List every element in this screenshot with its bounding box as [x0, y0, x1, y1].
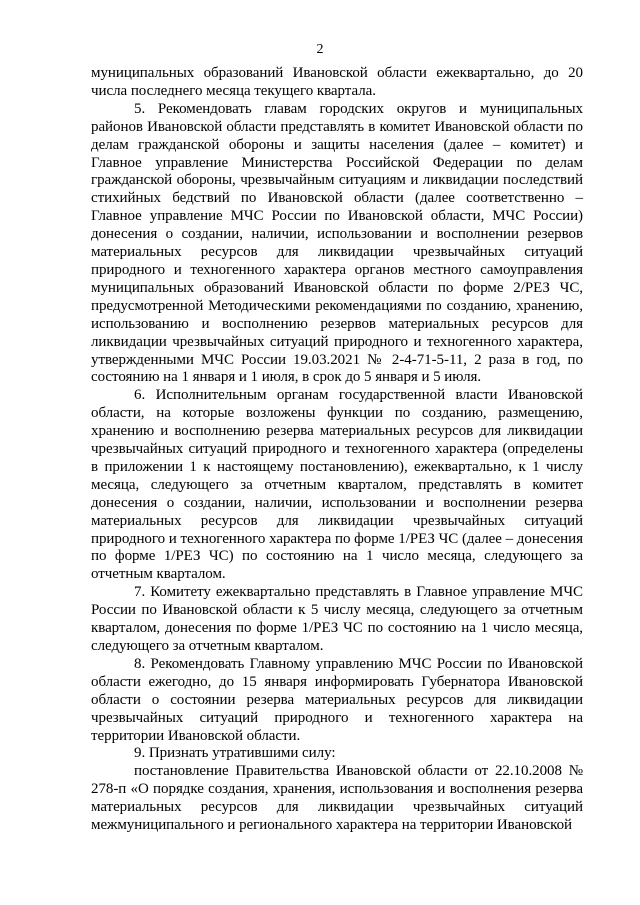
paragraph-repealed-decree: постановление Правительства Ивановской области от 22.10.2008 № 278-п «О порядке создания, хранения, использования и восполнения резерва материальных ресурсов для ликвидации чрезвычайных ситуаций межмуниципального и регионального характера на территории Ивановской — [91, 763, 583, 834]
document-body — [91, 65, 583, 834]
paragraph-item-9: 9. Признать утратившими силу: — [134, 745, 336, 762]
paragraph-item-7: 7. Комитету ежеквартально представлять в Главное управление МЧС России по Ивановской области к 5 числу месяца, следующего за отчетным кварталом, донесения по форме 1/РЕЗ ЧС по состоянию на 1 число месяца, следующего за отчетным кварталом. — [91, 584, 583, 654]
paragraph-item-6: 6. Исполнительным органам государственной власти Ивановской области, на которые возложены функции по созданию, размещению, хранению и восполнению резерва материальных ресурсов для ликвидации чрезвычайных ситуаций природного и техногенного характера (определены в приложении 1 к настоящему постановлению), ежеквартально, к 1 числу месяца, следующего за отчетным кварталом, представлять в комитет донесения о создании, наличии, использовании и восполнении резерва материальных ресурсов для ликвидации чрезвычайных ситуаций природного и техногенного характера по форме 1/РЕЗ ЧС (далее – донесения по форме 1/РЕЗ ЧС) по состоянию на 1 число месяца, следующего за отчетным кварталом. — [91, 387, 583, 583]
paragraph-continuation: муниципальных образований Ивановской области ежеквартально, до 20 числа последнего месяца текущего квартала. — [91, 65, 583, 99]
page-number: 2 — [316, 42, 324, 57]
paragraph-item-5: 5. Рекомендовать главам городских округов и муниципальных районов Ивановской области представлять в комитет Ивановской области по делам гражданской обороны и защиты населения (далее – комитет) и Главное управление Министерства Российской Федерации по делам гражданской обороны, чрезвычайным ситуациям и ликвидации последствий стихийных бедствий по Ивановской области (далее соответственно – Главное управление МЧС России по Ивановской области, МЧС России) донесения о создании, наличии, использовании и восполнении резервов материальных ресурсов для ликвидации чрезвычайных ситуаций природного и техногенного характера органов местного самоуправления муниципальных образований Ивановской области по форме 2/РЕЗ ЧС, предусмотренной Методическими рекомендациями по созданию, хранению, использованию и восполнению резервов материальных ресурсов для ликвидации чрезвычайных ситуаций природного и техногенного характера, утвержденными МЧС России 19.03.2021 № 2-4-71-5-11, 2 раза в год, по состоянию на 1 января и 1 июля, в срок до 5 января и 5 июля. — [91, 100, 583, 386]
paragraph-item-8: 8. Рекомендовать Главному управлению МЧС России по Ивановской области ежегодно, до 15 января информировать Губернатора Ивановской области о состоянии резерва материальных ресурсов для ликвидации чрезвычайных ситуаций природного и техногенного характера на территории Ивановской области. — [91, 655, 583, 744]
